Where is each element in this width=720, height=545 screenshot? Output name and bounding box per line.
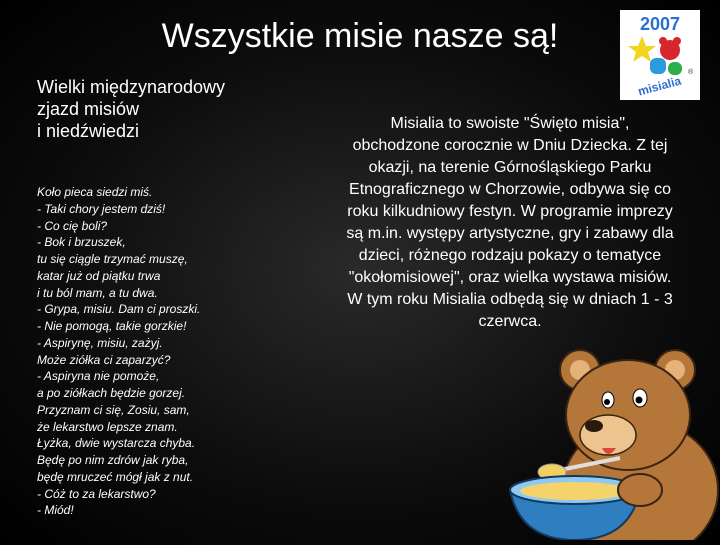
description-text (325, 113, 695, 333)
poem-line: tu się ciągle trzymać muszę, (37, 252, 188, 266)
description-line: są m.in. występy artystyczne, gry i zabawy dla (346, 225, 674, 242)
subtitle-line: zjazd misiów (37, 99, 140, 119)
poem-line: Łyżka, dwie wystarcza chyba. (37, 436, 196, 451)
bear-with-honey-bowl-illustration (490, 340, 720, 540)
poem-line: katar już od piątku trwa (37, 268, 161, 283)
poem-line: - Taki chory jestem dziś! (37, 201, 166, 216)
poem-line: i tu ból mam, a tu dwa. (37, 285, 158, 300)
poem (37, 184, 287, 519)
poem-line: - Co cię boli? (37, 218, 108, 233)
description-line: W tym roku Misialia odbędą się w dniach 1 - 3 (347, 291, 673, 308)
logo-bear-red-ear-left (659, 37, 667, 45)
description-line: dzieci, różnego rodzaju pokazy o tematyce (358, 247, 662, 264)
description-line: czerwca. (478, 313, 542, 330)
bear-pupil-left (604, 399, 610, 405)
subtitle-line: Wielki międzynarodowy (37, 77, 226, 97)
poem-line: - Aspirynę, misiu, zażyj. (37, 335, 163, 350)
bear-nose (585, 420, 603, 432)
logo-star-icon (628, 36, 656, 62)
slide-title: Wszystkie misie nasze są! (161, 17, 559, 55)
event-subtitle (37, 76, 287, 142)
logo-word: misialia (636, 73, 683, 99)
bear-paw (618, 474, 662, 506)
poem-line: - Cóż to za lekarstwo? (37, 486, 156, 501)
poem-line: Przyznam ci się, Zosiu, sam, (37, 402, 190, 417)
bear-pupil-right (636, 397, 643, 404)
description-line: obchodzone corocznie w Dniu Dziecka. Z tej (352, 137, 668, 154)
description-line: okazji, na terenie Górnośląskiego Parku (368, 159, 652, 176)
poem-line: Może ziółka ci zaparzyć? (37, 352, 171, 367)
honey (520, 482, 630, 500)
misialia-logo (620, 10, 700, 100)
poem-line: Koło pieca siedzi miś. (37, 185, 153, 199)
description-line: roku kilkudniowy festyn. W programie imprezy (347, 203, 673, 220)
registered-mark: ® (688, 69, 694, 76)
description-line: Misialia to swoiste "Święto misia", (390, 115, 630, 132)
poem-line: będę mruczeć mógł jak z nut. (37, 469, 194, 484)
logo-bear-blue-icon (650, 58, 666, 74)
poem-line: - Aspiryna nie pomoże, (37, 369, 160, 384)
description-line: "okołomisiowej", oraz wielka wystawa misiów. (348, 269, 672, 286)
poem-line: - Grypa, misiu. Dam ci proszki. (37, 302, 201, 317)
poem-line: że lekarstwo lepsze znam. (37, 419, 178, 434)
description-line: Etnograficznego w Chorzowie, odbywa się co (349, 181, 671, 198)
poem-line: - Bok i brzuszek, (37, 235, 126, 250)
bear-head (566, 360, 690, 470)
left-column (37, 76, 287, 519)
poem-line: - Nie pomogą, takie gorzkie! (37, 319, 187, 333)
poem-line: Będę po nim zdrów jak ryba, (37, 453, 189, 467)
poem-line: a po ziółkach będzie gorzej. (37, 386, 186, 400)
logo-bear-red-ear-right (673, 37, 681, 45)
subtitle-line: i niedźwiedzi (37, 121, 140, 141)
logo-bear-green-icon (668, 62, 682, 75)
logo-year: 2007 (639, 14, 681, 34)
poem-line: - Miód! (37, 503, 74, 518)
